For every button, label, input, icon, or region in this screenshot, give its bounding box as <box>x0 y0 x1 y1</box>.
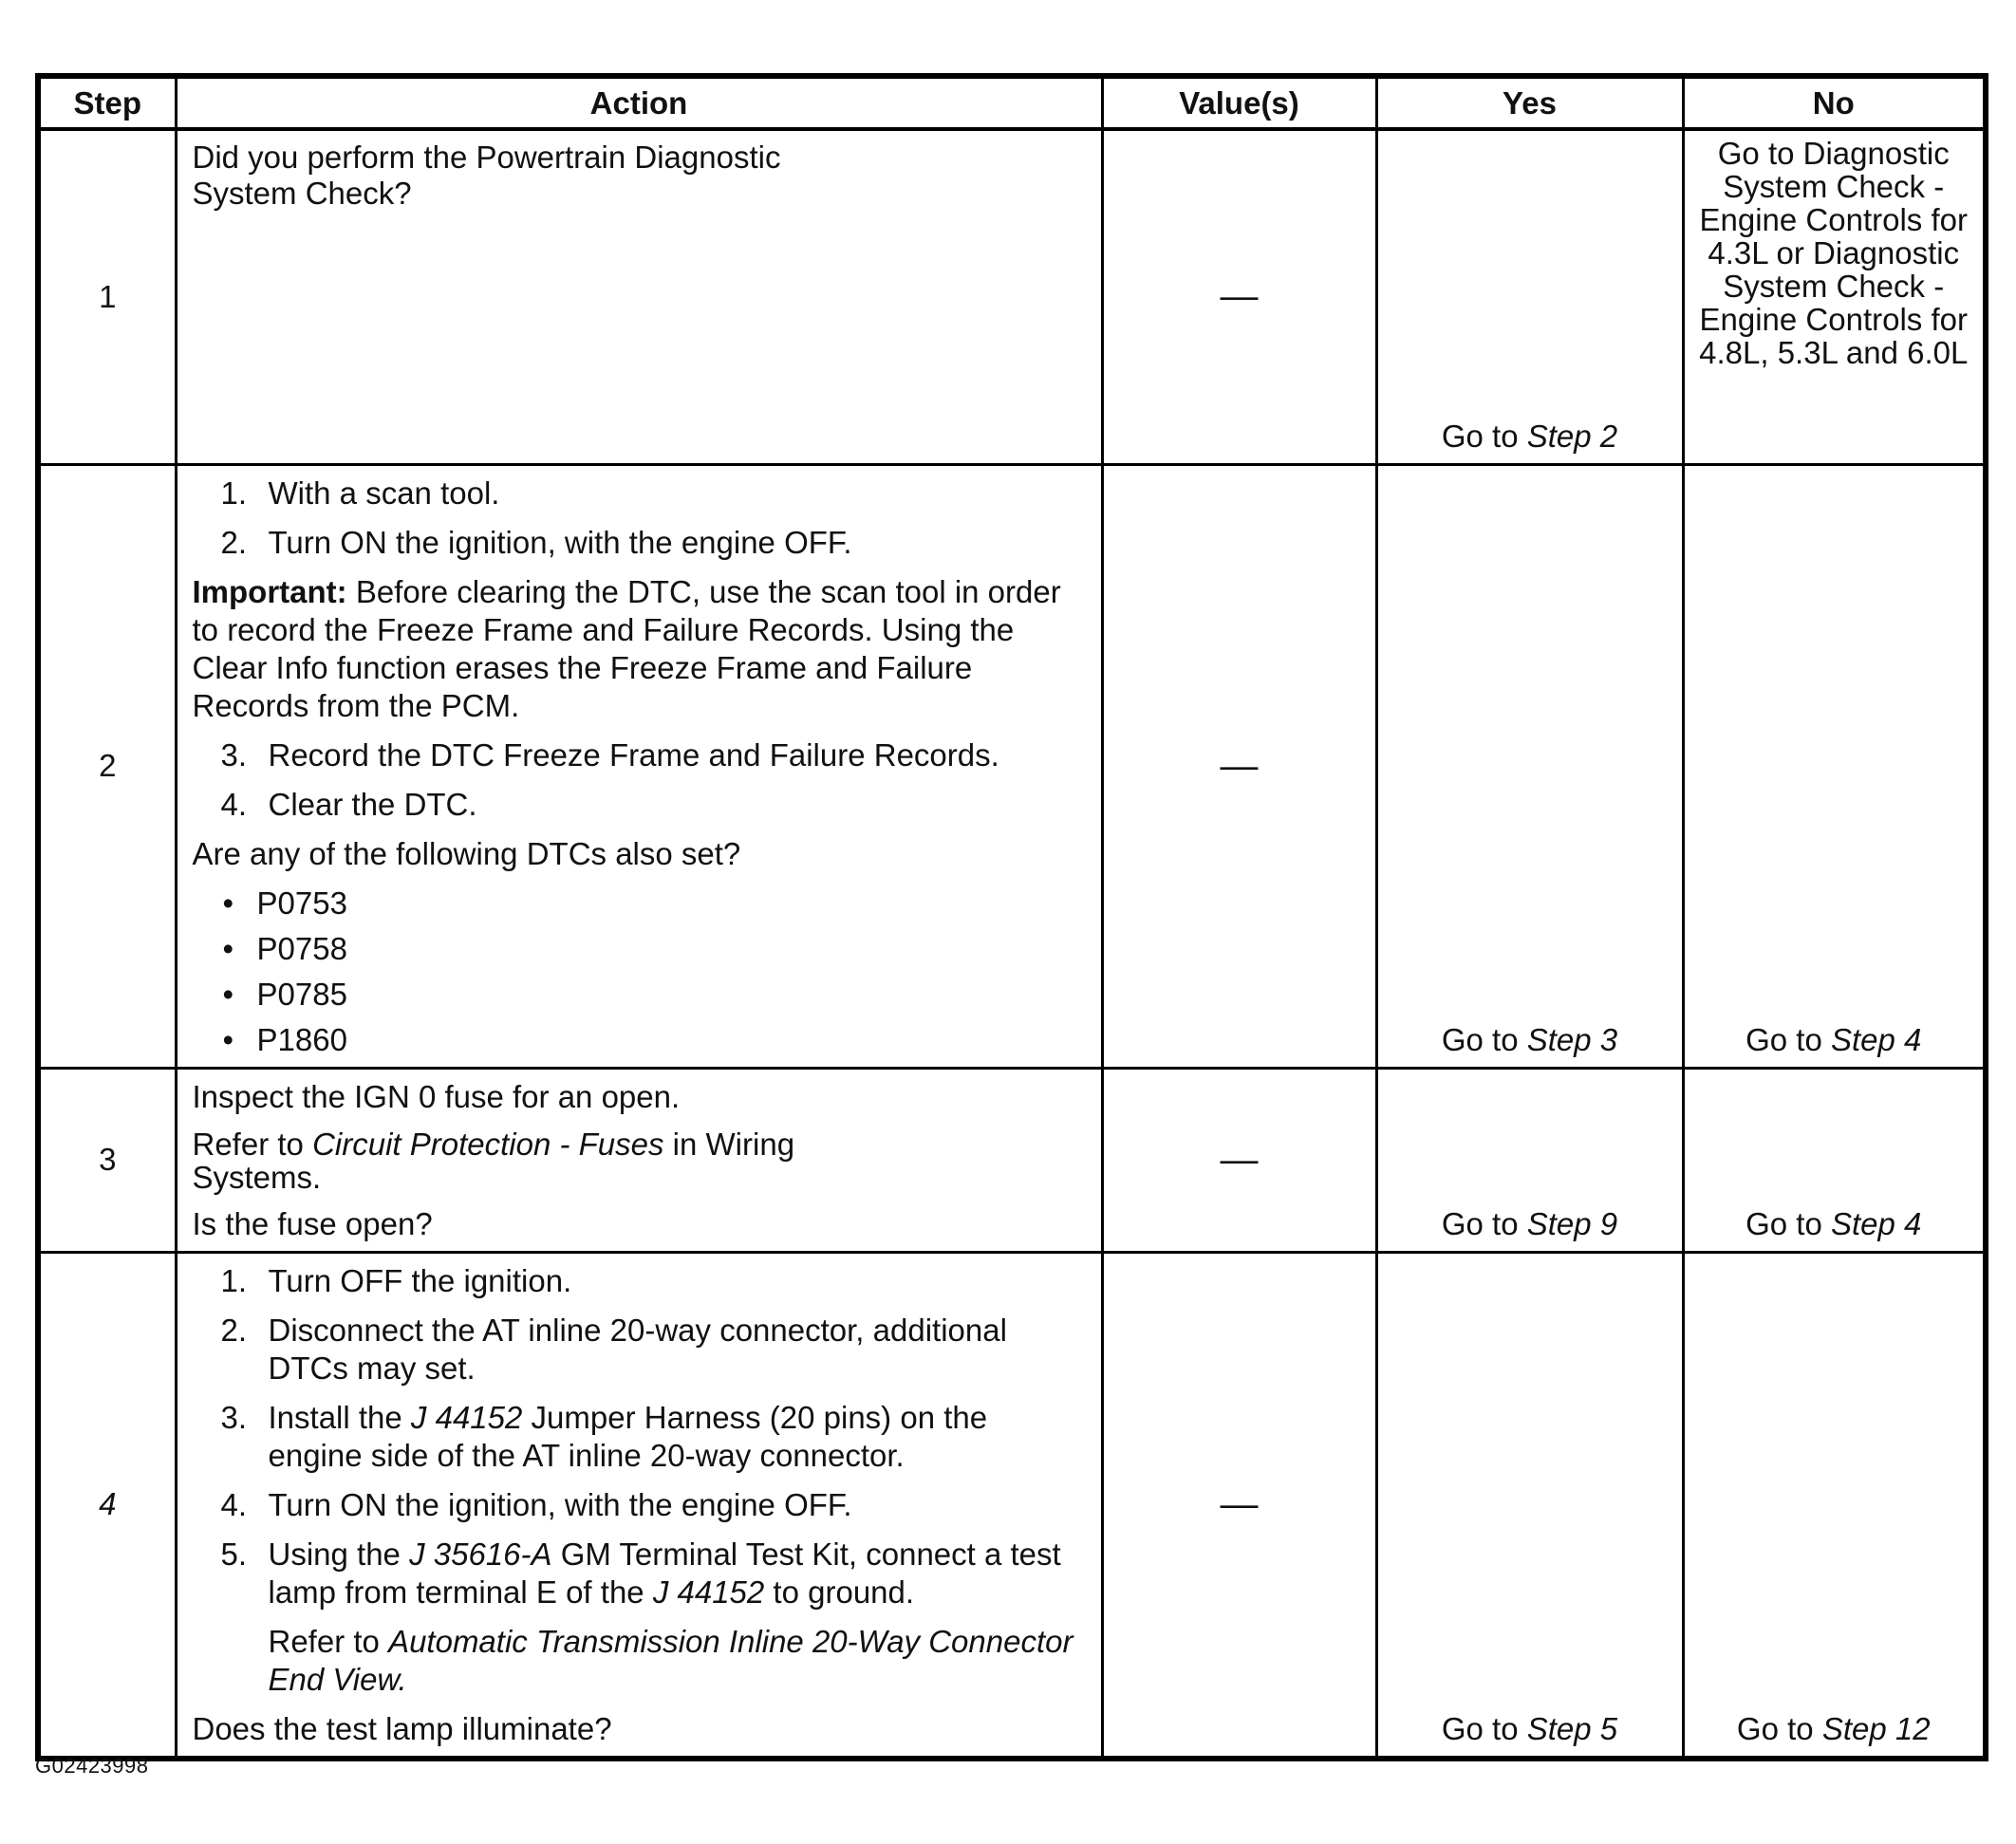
step-number: 3 <box>38 1068 176 1252</box>
yes-step-link: Step 9 <box>1526 1205 1618 1241</box>
no-cell: Go to Diagnostic System Check - Engine Controls for 4.3L or Diagnostic System Check - Engine Controls for 4.8L, 5.3L and 6.0L <box>1683 129 1986 464</box>
dtc-code: P0785 <box>256 976 347 1012</box>
dtc-item <box>193 1021 1088 1059</box>
step-text: Clear the DTC. <box>268 786 477 822</box>
bullet-icon: • <box>222 930 234 966</box>
value-cell: — <box>1102 1068 1376 1252</box>
step-text: With a scan tool. <box>268 475 500 511</box>
step-text: Disconnect the AT inline 20-way connector, additional DTCs may set. <box>268 1312 1007 1386</box>
action-question: Is the fuse open? <box>192 1205 433 1241</box>
dtc-item <box>193 885 1088 922</box>
yes-prefix: Go to <box>1441 1021 1527 1057</box>
action-cell <box>176 464 1102 1068</box>
step-index: 3. <box>220 1399 248 1435</box>
table-row-step-4 <box>38 1252 1986 1759</box>
dtc-code: P0753 <box>256 885 347 921</box>
no-step-link: Step 4 <box>1830 1021 1922 1057</box>
header-action: Action <box>176 76 1102 129</box>
header-row <box>38 76 1986 129</box>
important-text: Before clearing the DTC, use the scan tool in order to record the Freeze Frame and Failure Records. Using the Clear Info function erases the Freeze Frame and Failure Records from the PCM. <box>192 573 1061 723</box>
tool-ref: J 35616-A <box>409 1536 552 1572</box>
action-step <box>193 1536 1088 1699</box>
yes-prefix: Go to <box>1441 1710 1527 1746</box>
action-question: Does the test lamp illuminate? <box>192 1710 612 1746</box>
diagnostic-table <box>35 73 1988 1761</box>
step-text: Turn ON the ignition, with the engine OFF. <box>268 1486 852 1522</box>
table-row-step-1 <box>38 129 1986 464</box>
important-note <box>193 573 1088 725</box>
no-cell <box>1683 464 1986 1068</box>
action-step <box>193 475 1088 512</box>
header-no: No <box>1683 76 1986 129</box>
yes-prefix: Go to <box>1441 1205 1527 1241</box>
action-step <box>193 1312 1088 1388</box>
value-cell: — <box>1102 1252 1376 1759</box>
action-step <box>193 1399 1088 1475</box>
yes-step-link: Step 3 <box>1526 1021 1618 1057</box>
header-yes: Yes <box>1376 76 1683 129</box>
step-index: 4. <box>220 1486 248 1522</box>
step-text-pre: Using the <box>268 1536 410 1572</box>
header-step: Step <box>38 76 176 129</box>
dtc-code: P0758 <box>256 930 347 966</box>
action-step <box>193 786 1088 824</box>
action-line: Inspect the IGN 0 fuse for an open. <box>192 1078 681 1114</box>
step-index: 4. <box>220 786 248 822</box>
bullet-icon: • <box>222 885 234 921</box>
dtc-code: P1860 <box>256 1021 347 1057</box>
no-step-link: Step 4 <box>1830 1205 1922 1241</box>
action-cell <box>176 129 1102 464</box>
action-step <box>193 524 1088 562</box>
step-index: 5. <box>220 1536 248 1572</box>
step-index: 1. <box>220 475 248 511</box>
refer-suffix: in Wiring Systems. <box>192 1126 795 1195</box>
no-prefix: Go to <box>1736 1710 1822 1746</box>
action-steps-b <box>193 736 1088 824</box>
action-cell <box>176 1068 1102 1252</box>
yes-step-link: Step 5 <box>1526 1710 1618 1746</box>
table-row-step-2 <box>38 464 1986 1068</box>
tool-ref: J 44152 <box>410 1399 523 1435</box>
dtc-item <box>193 976 1088 1014</box>
action-step <box>193 1262 1088 1300</box>
step-index: 2. <box>220 1312 248 1348</box>
action-steps-a <box>193 475 1088 562</box>
no-prefix: Go to <box>1745 1021 1831 1057</box>
action-step <box>193 1486 1088 1524</box>
no-cell <box>1683 1068 1986 1252</box>
action-cell <box>176 1252 1102 1759</box>
action-question: Are any of the following DTCs also set? <box>192 835 741 871</box>
step-text-mid: GM Terminal Test Kit, connect a test lamp from terminal E of the <box>268 1536 1061 1610</box>
step-number: 1 <box>38 129 176 464</box>
step-text: Turn ON the ignition, with the engine OFF. <box>268 524 852 560</box>
action-steps <box>193 1262 1088 1699</box>
refer-prefix: Refer to <box>192 1126 313 1162</box>
step-number: 2 <box>38 464 176 1068</box>
no-prefix: Go to <box>1745 1205 1831 1241</box>
step-index: 3. <box>220 736 248 773</box>
important-label: Important: <box>192 573 347 609</box>
yes-cell <box>1376 129 1683 464</box>
dtc-list <box>193 885 1088 1059</box>
dtc-item <box>193 930 1088 968</box>
step-text-pre: Install the <box>268 1399 411 1435</box>
refer-note <box>269 1623 1088 1699</box>
refer-link: Automatic Transmission Inline 20-Way Connector End View. <box>268 1623 1073 1697</box>
refer-prefix: Refer to <box>268 1623 389 1659</box>
bullet-icon: • <box>222 1021 234 1057</box>
refer-note <box>193 1127 876 1194</box>
step-text-post: Jumper Harness (20 pins) on the engine side of the AT inline 20-way connector. <box>268 1399 988 1473</box>
no-step-link: Step 12 <box>1821 1710 1931 1746</box>
step-index: 2. <box>220 524 248 560</box>
yes-cell <box>1376 464 1683 1068</box>
yes-cell <box>1376 1068 1683 1252</box>
step-number: 4 <box>38 1252 176 1759</box>
bullet-icon: • <box>222 976 234 1012</box>
action-question: Did you perform the Powertrain Diagnostic System Check? <box>192 140 781 211</box>
table-row-step-3 <box>38 1068 1986 1252</box>
figure-id: G02423998 <box>35 1754 149 1778</box>
value-cell: — <box>1102 129 1376 464</box>
no-cell <box>1683 1252 1986 1759</box>
step-text: Record the DTC Freeze Frame and Failure Records. <box>268 736 999 773</box>
refer-link: Circuit Protection - Fuses <box>312 1126 664 1162</box>
yes-step-link: Step 2 <box>1526 418 1618 454</box>
value-cell: — <box>1102 464 1376 1068</box>
step-text: Turn OFF the ignition. <box>268 1262 572 1298</box>
tool-ref: J 44152 <box>652 1574 765 1610</box>
yes-prefix: Go to <box>1441 418 1527 454</box>
action-step <box>193 736 1088 774</box>
header-values: Value(s) <box>1102 76 1376 129</box>
step-index: 1. <box>220 1262 248 1298</box>
step-text-post: to ground. <box>764 1574 915 1610</box>
yes-cell <box>1376 1252 1683 1759</box>
